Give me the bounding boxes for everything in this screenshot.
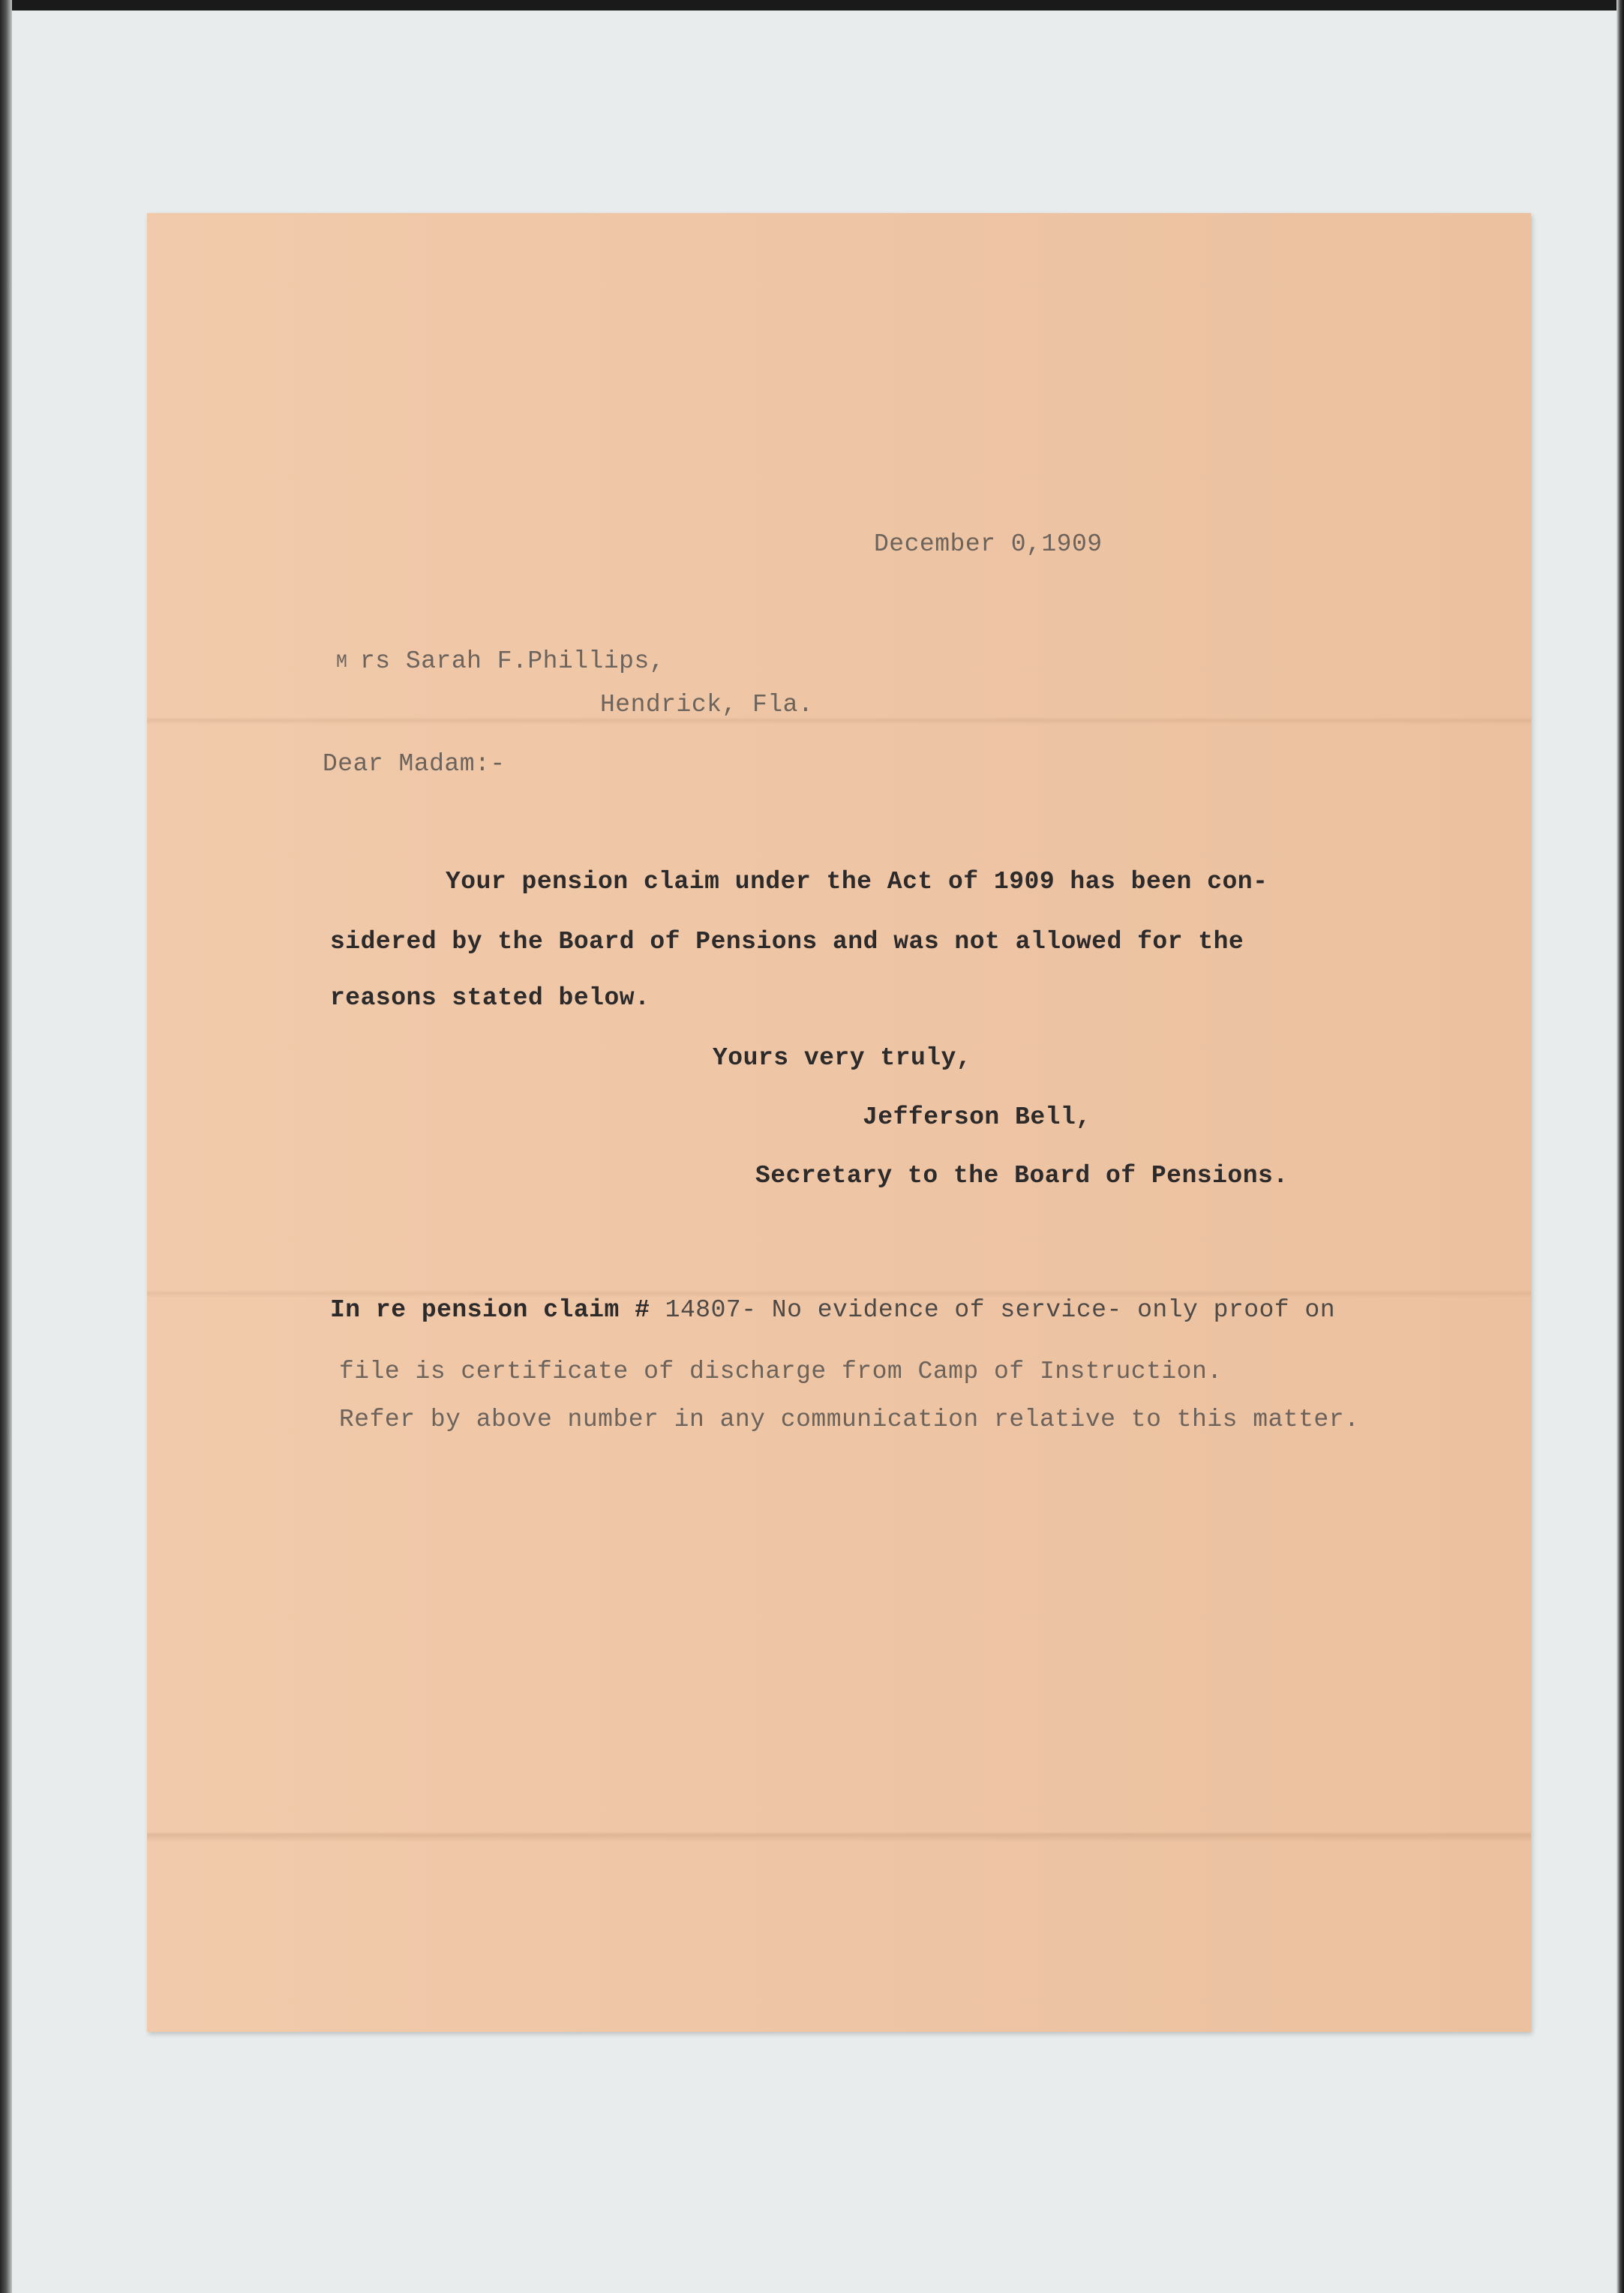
claim-line: file is certificate of discharge from Camp of Instruction.	[339, 1358, 1223, 1385]
scan-right-border	[1616, 0, 1624, 2293]
addressee-name: rs Sarah F.Phillips,	[360, 647, 665, 675]
letter-date: December 0,1909	[874, 530, 1103, 558]
claim-lead: In re pension claim #	[330, 1296, 665, 1324]
addressee-prefix: M	[336, 651, 348, 673]
scan-top-border	[0, 0, 1624, 11]
letter-closing: Yours very truly,	[713, 1044, 972, 1072]
signer-name: Jefferson Bell,	[863, 1103, 1091, 1131]
claim-line: Refer by above number in any communication relative to this matter.	[339, 1406, 1360, 1433]
addressee-city: Hendrick, Fla.	[600, 691, 814, 719]
letter-sheet	[147, 213, 1531, 2032]
body-line: reasons stated below.	[330, 984, 650, 1012]
salutation: Dear Madam:-	[323, 750, 506, 778]
body-line: Your pension claim under the Act of 1909 has been con-	[446, 868, 1268, 896]
scan-left-border	[0, 0, 12, 2293]
claim-number-reason: 14807- No evidence of service- only proof on	[665, 1296, 1336, 1324]
body-line: sidered by the Board of Pensions and was not allowed for the	[330, 928, 1244, 956]
signer-title: Secretary to the Board of Pensions.	[755, 1162, 1289, 1190]
claim-line	[330, 1296, 1335, 1324]
